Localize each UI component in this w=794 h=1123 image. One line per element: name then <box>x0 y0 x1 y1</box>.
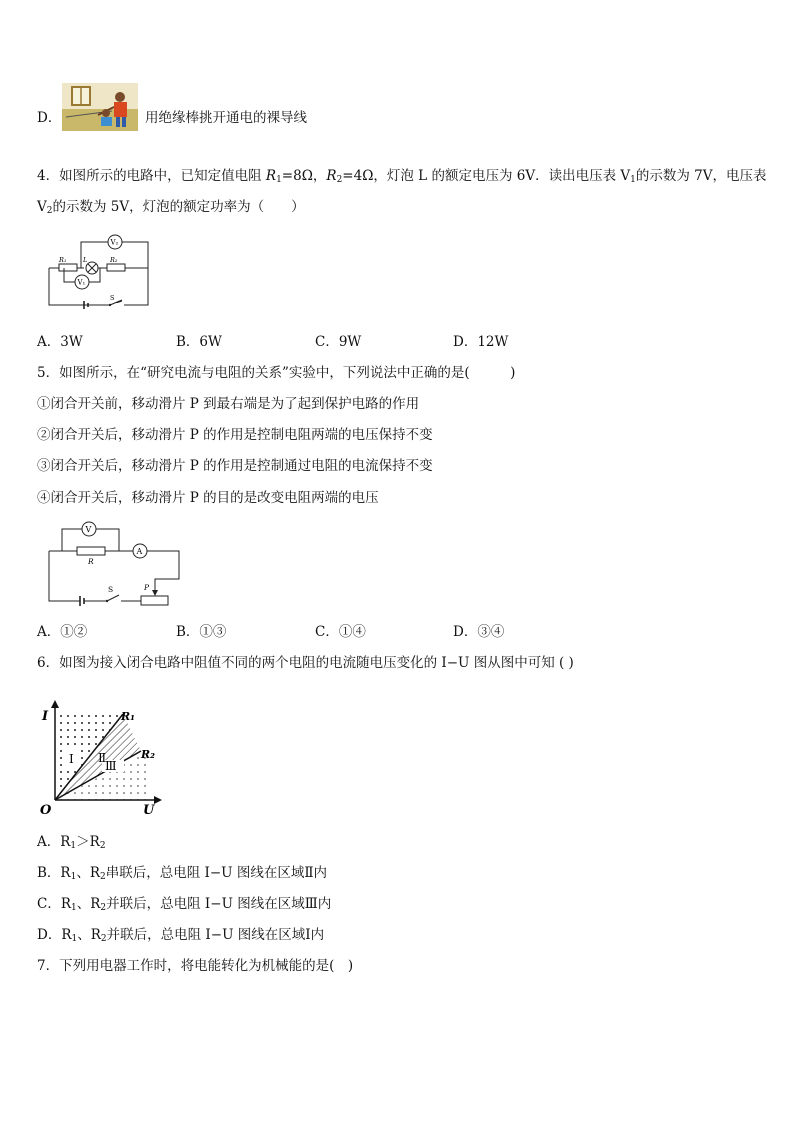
q3-option-d-letter: D． <box>37 110 62 126</box>
q6-option-d[interactable]: D．$R_1$、$R_2$并联后，总电阻 I−U 图线在区域Ⅰ内 <box>37 927 325 944</box>
q5-statement-3: ③闭合开关后，移动滑片 P 的作用是控制通过电阻的电流保持不变 <box>37 458 433 474</box>
q3-option-d-text: 用绝缘棒挑开通电的裸导线 <box>145 110 307 126</box>
q6-option-b[interactable]: B．$R_1$、$R_2$串联后，总电阻 I−U 图线在区域Ⅱ内 <box>37 865 328 882</box>
q5-option-c[interactable]: C．①④ <box>315 624 366 640</box>
q6-axis-i: I <box>42 709 49 724</box>
q4-fig-label-s: S <box>110 294 115 302</box>
q5-circuit-diagram <box>44 520 184 608</box>
q4-option-d[interactable]: D．12W <box>453 334 509 350</box>
q5-statement-1: ①闭合开关前，移动滑片 P 到最右端是为了起到保护电路的作用 <box>37 396 420 412</box>
q5-option-a[interactable]: A．①② <box>37 624 88 640</box>
q5-fig-label-p: P <box>144 583 150 592</box>
q5-fig-label-a: A <box>136 547 143 556</box>
q5-statement-4: ④闭合开关后，移动滑片 P 的目的是改变电阻两端的电压 <box>37 490 379 506</box>
q6-origin: O <box>40 803 52 818</box>
q4-fig-label-r2: R₂ <box>110 256 118 264</box>
q6-line-label-r1: R₁ <box>121 710 135 723</box>
q6-option-a[interactable]: A．$R_1>R_2$ <box>37 834 106 851</box>
q5-fig-label-v: V <box>85 525 92 534</box>
q6-iu-graph <box>38 700 166 818</box>
q7-stem: 7．下列用电器工作时，将电能转化为机械能的是( ) <box>37 958 354 974</box>
q4-option-a[interactable]: A．3W <box>37 334 83 350</box>
q4-option-b[interactable]: B．6W <box>176 334 222 350</box>
q4-stem-line2: $V_2$的示数为 5V，灯泡的额定功率为（ ） <box>37 199 305 216</box>
q6-axis-u: U <box>143 803 155 818</box>
q5-option-d[interactable]: D．③④ <box>453 624 505 640</box>
q4-option-c[interactable]: C．9W <box>315 334 362 350</box>
q5-stem: 5．如图所示，在“研究电流与电阻的关系”实验中，下列说法中正确的是( ) <box>37 365 516 381</box>
q5-statement-2: ②闭合开关后，移动滑片 P 的作用是控制电阻两端的电压保持不变 <box>37 427 433 443</box>
q4-fig-label-v1: V₁ <box>77 278 86 287</box>
q6-stem: 6．如图为接入闭合电路中阻值不同的两个电阻的电流随电压变化的 I−U 图从图中可知 ( ) <box>37 655 574 671</box>
q4-stem-line1: 4．如图所示的电路中，已知定值电阻 $R_1=8\Omega$，$R_2=4\Omega$，灯泡 L 的额定电压为 6V．读出电压表 $V_1$的示数为 7V，电压表 <box>37 168 767 185</box>
q5-option-b[interactable]: B．①③ <box>176 624 227 640</box>
q6-line-label-r2: R₂ <box>141 748 155 761</box>
q4-fig-label-l: L <box>83 256 88 264</box>
q4-fig-label-v2: V₂ <box>110 238 119 247</box>
q3-option-d-illustration <box>62 83 138 131</box>
q5-fig-label-s: S <box>108 585 114 594</box>
q6-zone-label-3: Ⅲ <box>105 759 117 773</box>
q6-zone-label-2: Ⅱ <box>98 751 107 765</box>
q4-circuit-diagram <box>44 232 154 312</box>
q6-option-c[interactable]: C．$R_1$、$R_2$并联后，总电阻 I−U 图线在区域Ⅲ内 <box>37 896 332 913</box>
q5-fig-label-r: R <box>88 557 94 566</box>
q4-fig-label-r1: R₁ <box>59 256 67 264</box>
q6-zone-label-1: Ⅰ <box>69 752 74 766</box>
